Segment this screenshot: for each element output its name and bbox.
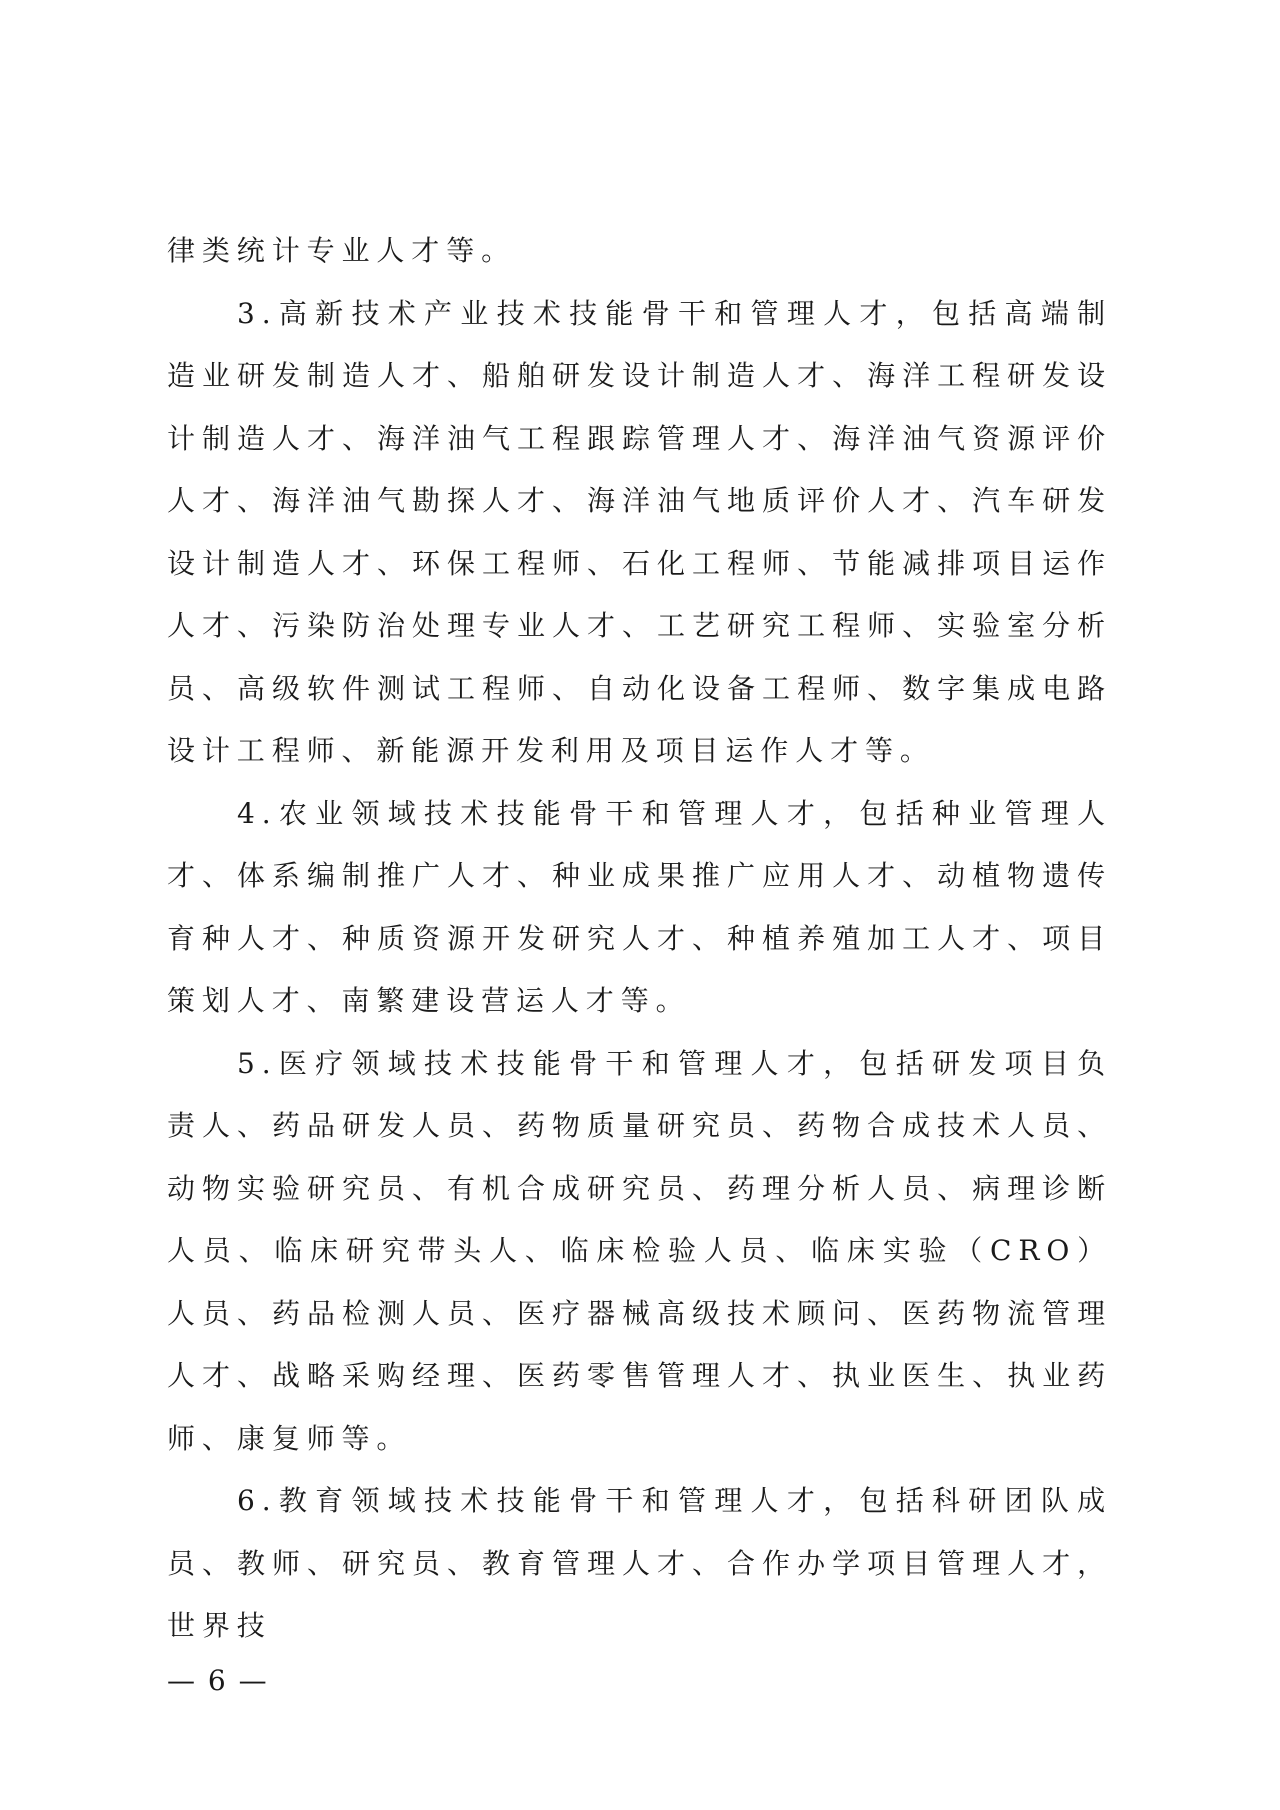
paragraph-continuation: 律类统计专业人才等。 xyxy=(167,234,517,267)
paragraph-item-5: 5.医疗领域技术技能骨干和管理人才，包括研发项目负责人、药品研发人员、药物质量研究员、药物合成技术人员、动物实验研究员、有机合成研究员、药理分析人员、病理诊断人员、临床研究带头人、临床检验人员、临床实验（CRO）人员、药品检测人员、医疗器械高级技术顾问、医药物流管理人才、战略采购经理、医药零售管理人才、执业医生、执业药师、康复师等。 xyxy=(167,1046,1112,1455)
paragraph-item-4: 4.农业领域技术技能骨干和管理人才，包括种业管理人才、体系编制推广人才、种业成果推广应用人才、动植物遗传育种人才、种质资源开发研究人才、种植养殖加工人才、项目策划人才、南繁建设营运人才等。 xyxy=(167,796,1112,1017)
page-number: — 6 — xyxy=(167,1664,269,1697)
document-body xyxy=(167,220,1112,1658)
paragraph-item-3: 3.高新技术产业技术技能骨干和管理人才，包括高端制造业研发制造人才、船舶研发设计制造人才、海洋工程研发设计制造人才、海洋油气工程跟踪管理人才、海洋油气资源评价人才、海洋油气勘探人才、海洋油气地质评价人才、汽车研发设计制造人才、环保工程师、石化工程师、节能减排项目运作人才、污染防治处理专业人才、工艺研究工程师、实验室分析员、高级软件测试工程师、自动化设备工程师、数字集成电路设计工程师、新能源开发利用及项目运作人才等。 xyxy=(167,296,1112,767)
paragraph-item-6: 6.教育领域技术技能骨干和管理人才，包括科研团队成员、教师、研究员、教育管理人才、合作办学项目管理人才，世界技 xyxy=(167,1484,1112,1642)
